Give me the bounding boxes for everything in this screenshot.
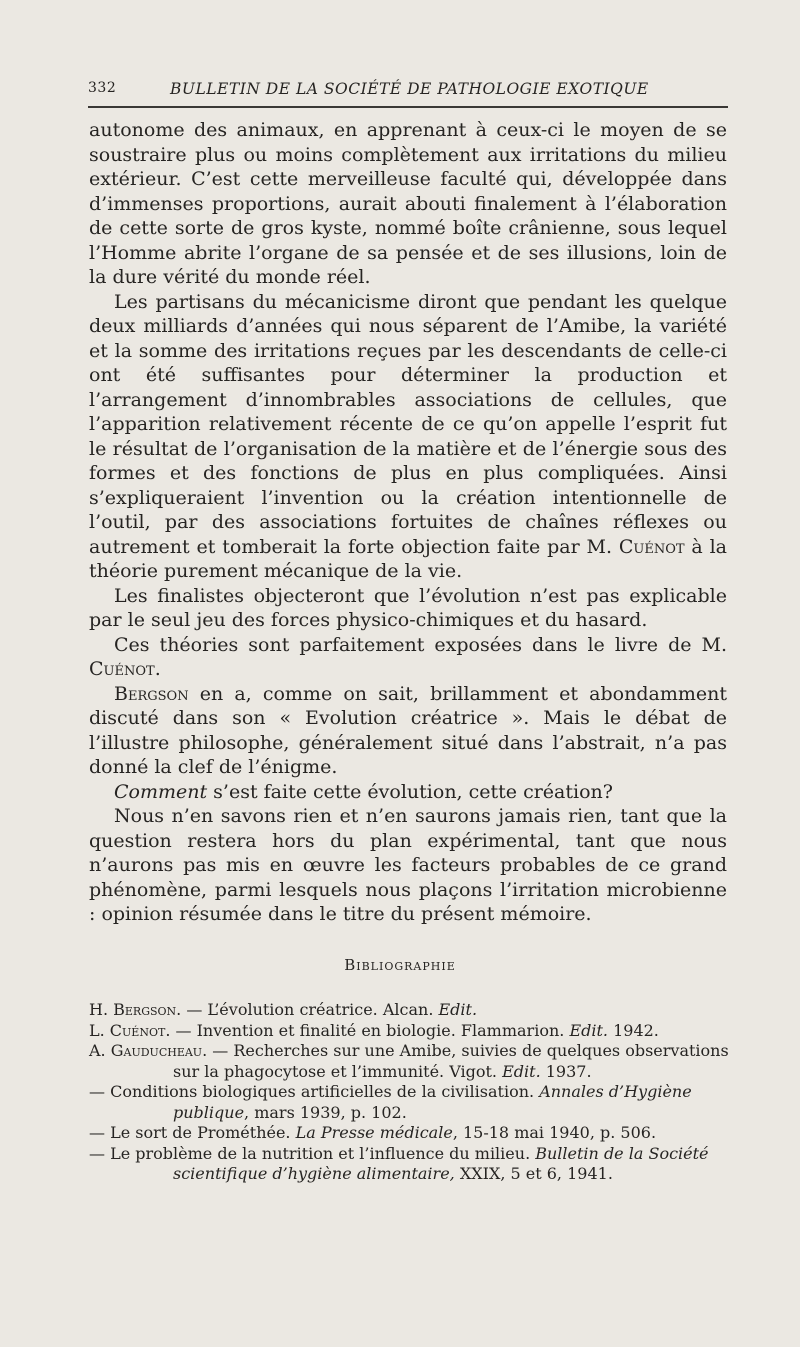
paragraph bbox=[89, 584, 727, 633]
paragraph bbox=[89, 804, 727, 927]
author-name: Cuénot bbox=[618, 535, 685, 558]
text-run: , mars 1939, p. 102. bbox=[244, 1102, 407, 1122]
text-run: H. bbox=[89, 1000, 114, 1019]
text-run: . — L’évolution créatrice. Alcan. bbox=[176, 1000, 439, 1019]
body-text bbox=[89, 118, 727, 927]
text-run: 1942. bbox=[608, 1020, 659, 1040]
text-run: — Conditions biologiques artificielles de la civilisation. bbox=[89, 1082, 540, 1101]
text-run: . — Invention et finalité en biologie. Flammarion. bbox=[165, 1020, 570, 1040]
author-name: Gauducheau bbox=[110, 1041, 203, 1060]
italic-text: La Presse médicale bbox=[295, 1123, 453, 1142]
text-run: , 15-18 mai 1940, p. 506. bbox=[452, 1123, 657, 1142]
bibliography-entry bbox=[89, 1000, 729, 1021]
text-run: s’est faite cette évolution, cette création? bbox=[207, 780, 613, 803]
author-name: Bergson bbox=[113, 1000, 177, 1019]
italic-text: Edit. bbox=[438, 1000, 478, 1019]
paragraph bbox=[89, 290, 727, 584]
paragraph bbox=[89, 682, 727, 780]
text-run: L. bbox=[89, 1020, 110, 1040]
page-number: 332 bbox=[88, 80, 117, 96]
text-run: A. bbox=[89, 1041, 111, 1060]
text-run: autonome des animaux, en apprenant à ceux-ci le moyen de se soustraire plus ou moins complètement aux irritations du milieu extérieur. C’est cette merveilleuse faculté qui, développée dans d’immenses proportions, aurait abouti finalement à l’élaboration de cette sorte de gros kyste, nommé boîte crânienne, sous lequel l’Homme abrite l’organe de sa pensée et de ses illusions, loin de la dure vérité du monde réel. bbox=[89, 119, 727, 288]
italic-text: Bulletin de la Société scientifique d’hygiène alimentaire, bbox=[173, 1143, 709, 1183]
paragraph bbox=[89, 118, 727, 290]
bibliography-entry bbox=[89, 1021, 729, 1042]
text-run: Les partisans du mécanicisme diront que pendant les quelque deux milliards d’années qui nous séparent de l’Amibe, la variété et la somme des irritations reçues par les descendants de celle-ci ont été suffisantes pour déterminer la production et l’arrangement d’innombrables associations de cellules, que l’apparition relativement récente de ce qu’on appelle l’esprit fut le résultat de l’organisation de la matière et de l’énergie sous des formes et des fonctions de plus en plus compliquées. Ainsi s’expliqueraient l’invention ou la création intentionnelle de l’outil, par des associations fortuites de chaînes réflexes ou autrement et tomberait la forte objection faite par M. bbox=[89, 290, 727, 558]
text-run: Ces théories sont parfaitement exposées dans le livre de M. bbox=[114, 633, 727, 656]
running-title: BULLETIN DE LA SOCIÉTÉ DE PATHOLOGIE EXOTIQUE bbox=[170, 80, 649, 98]
paragraph bbox=[89, 633, 727, 682]
author-name: Cuénot bbox=[109, 1020, 166, 1040]
italic-text: Comment bbox=[114, 780, 208, 803]
text-run: en a, comme on sait, brillamment et abondamment discuté dans son « Evolution créatrice ». Mais le débat de l’illustre philosophe, généralement situé dans l’abstrait, n’a pas donné la clef de l’énigme. bbox=[89, 682, 727, 778]
author-name: Bergson bbox=[114, 682, 189, 705]
text-run: XXIX, 5 et 6, 1941. bbox=[454, 1164, 613, 1183]
text-run: Nous n’en savons rien et n’en saurons jamais rien, tant que la question restera hors du plan expérimental, tant que nous n’aurons pas mis en œuvre les facteurs probables de ce grand phénomène, parmi lesquels nous plaçons l’irritation microbienne : opinion résumée dans le titre du présent mémoire. bbox=[89, 805, 727, 925]
bibliography-entry bbox=[89, 1041, 729, 1082]
text-run: . — Recherches sur une Amibe, suivies de quelques observations sur la phagocytose et l’immunité. Vigot. bbox=[173, 1041, 729, 1081]
author-name: Cuénot bbox=[89, 658, 155, 680]
paragraph bbox=[89, 780, 727, 805]
bibliography-entry bbox=[89, 1144, 729, 1185]
bibliography-entry bbox=[89, 1123, 729, 1144]
italic-text: Edit. bbox=[569, 1020, 608, 1040]
italic-text: Annales d’Hygiène publique bbox=[173, 1082, 692, 1122]
text-run: Les finalistes objecteront que l’évolution n’est pas explicable par le seul jeu des forces physico-chimiques et du hasard. bbox=[89, 584, 727, 631]
header-rule bbox=[88, 106, 728, 108]
text-run: à la théorie purement mécanique de la vie. bbox=[89, 535, 728, 582]
text-run: — Le sort de Prométhée. bbox=[89, 1123, 296, 1142]
running-header bbox=[88, 78, 728, 102]
text-run: 1937. bbox=[540, 1061, 592, 1081]
bibliography-entry bbox=[89, 1082, 729, 1123]
italic-text: Edit. bbox=[502, 1061, 541, 1081]
bibliography-heading: Bibliographie bbox=[344, 956, 456, 974]
text-run: . bbox=[154, 658, 161, 680]
bibliography-list bbox=[89, 1000, 729, 1185]
text-run: — Le problème de la nutrition et l’influence du milieu. bbox=[89, 1143, 536, 1163]
